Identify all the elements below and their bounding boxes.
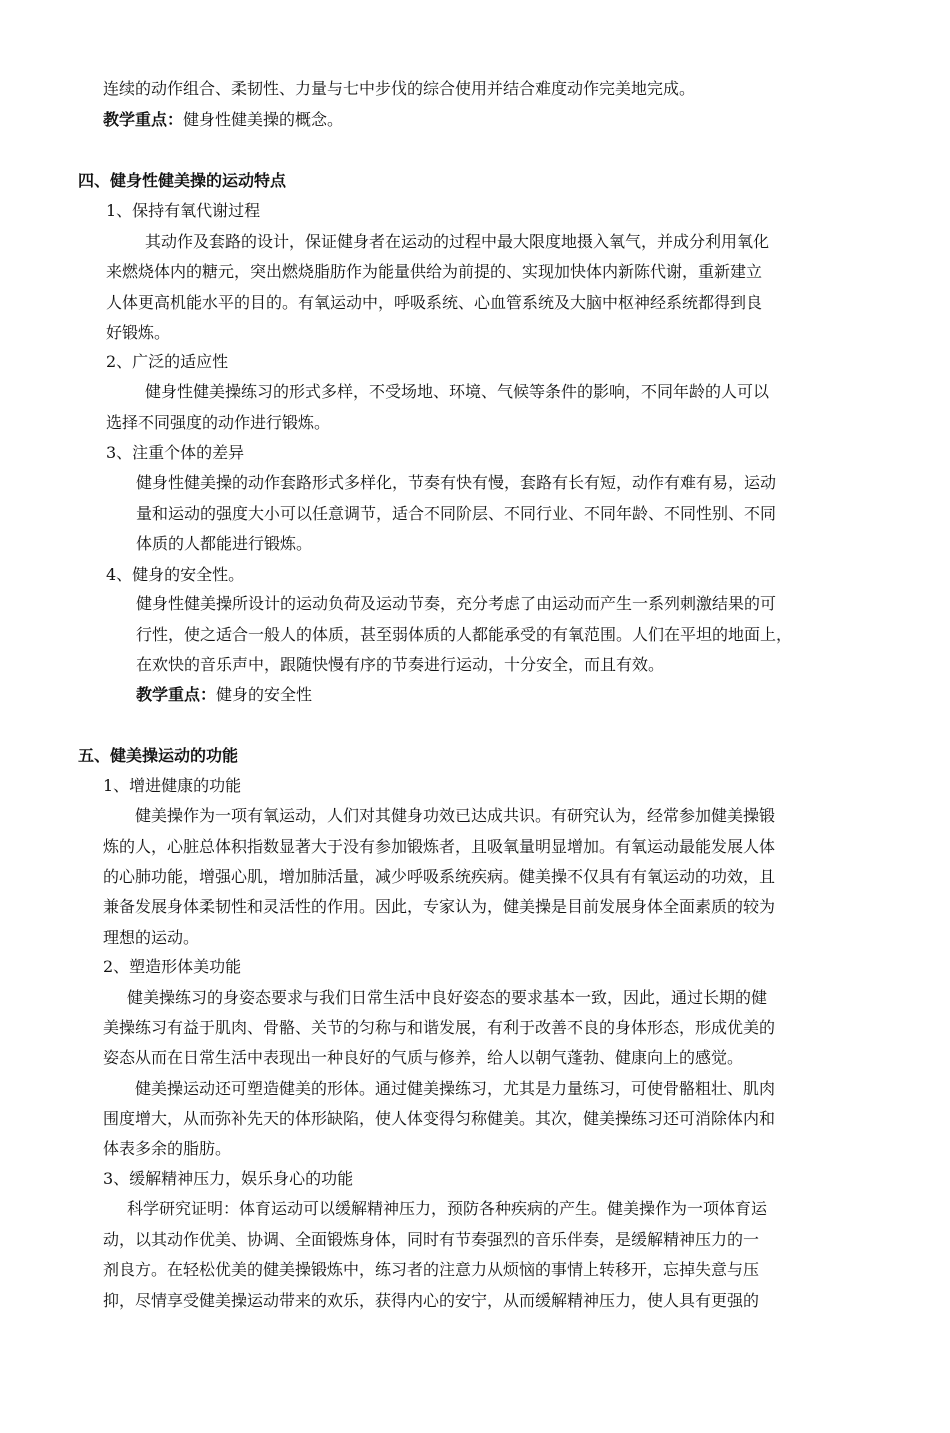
paragraph-line: 健身性健美操所设计的运动负荷及运动节奏，充分考虑了由运动而产生一系列刺激结果的可 bbox=[136, 594, 777, 613]
teaching-key-text: 健身性健美操的概念。 bbox=[183, 110, 344, 129]
teaching-key-point bbox=[103, 109, 343, 131]
paragraph-line: 选择不同强度的动作进行锻炼。 bbox=[106, 413, 331, 432]
paragraph-line: 量和运动的强度大小可以任意调节，适合不同阶层、不同行业、不同年龄、不同性别、不同 bbox=[136, 504, 777, 523]
item-title: 1、增进健康的功能 bbox=[103, 776, 242, 795]
item-title: 3、缓解精神压力，娱乐身心的功能 bbox=[103, 1169, 354, 1188]
teaching-key-point bbox=[136, 684, 312, 706]
item-title: 2、广泛的适应性 bbox=[106, 352, 229, 371]
paragraph-line: 健美操运动还可塑造健美的形体。通过健美操练习，尤其是力量练习，可使骨骼粗壮、肌肉 bbox=[135, 1079, 776, 1098]
paragraph-line: 健美操练习的身姿态要求与我们日常生活中良好姿态的要求基本一致，因此，通过长期的健 bbox=[127, 988, 768, 1007]
teaching-key-text: 健身的安全性 bbox=[216, 685, 313, 704]
paragraph-line: 健美操作为一项有氧运动，人们对其健身功效已达成共识。有研究认为，经常参加健美操锻 bbox=[135, 806, 776, 825]
paragraph-line: 动，以其动作优美、协调、全面锻炼身体，同时有节奏强烈的音乐伴奏，是缓解精神压力的一 bbox=[103, 1230, 760, 1249]
section-heading: 四、健身性健美操的运动特点 bbox=[78, 171, 287, 190]
paragraph-line: 好锻炼。 bbox=[106, 323, 171, 342]
paragraph-line: 健身性健美操练习的形式多样，不受场地、环境、气候等条件的影响，不同年龄的人可以 bbox=[145, 382, 770, 401]
paragraph-line: 来燃烧体内的糖元，突出燃烧脂肪作为能量供给为前提的、实现加快体内新陈代谢，重新建立 bbox=[106, 262, 763, 281]
paragraph-line: 健身性健美操的动作套路形式多样化，节奏有快有慢，套路有长有短，动作有难有易，运动 bbox=[136, 473, 777, 492]
teaching-key-label: 教学重点： bbox=[136, 685, 217, 704]
paragraph-line: 姿态从而在日常生活中表现出一种良好的气质与修养，给人以朝气蓬勃、健康向上的感觉。 bbox=[103, 1048, 744, 1067]
intro-line: 连续的动作组合、柔韧性、力量与七中步伐的综合使用并结合难度动作完美地完成。 bbox=[103, 79, 696, 98]
paragraph-line: 其动作及套路的设计，保证健身者在运动的过程中最大限度地摄入氧气，并成分利用氧化 bbox=[145, 232, 770, 251]
paragraph-line: 的心肺功能，增强心肌，增加肺活量，减少呼吸系统疾病。健美操不仅具有有氧运动的功效，且 bbox=[103, 867, 776, 886]
item-title: 1、保持有氧代谢过程 bbox=[106, 201, 261, 220]
item-title: 2、塑造形体美功能 bbox=[103, 957, 242, 976]
paragraph-line: 行性，使之适合一般人的体质，甚至弱体质的人都能承受的有氧范围。人们在平坦的地面上， bbox=[136, 625, 793, 644]
teaching-key-label: 教学重点： bbox=[103, 110, 184, 129]
item-title: 3、注重个体的差异 bbox=[106, 443, 245, 462]
paragraph-line: 理想的运动。 bbox=[103, 928, 200, 947]
paragraph-line: 抑，尽情享受健美操运动带来的欢乐，获得内心的安宁，从而缓解精神压力，使人具有更强的 bbox=[103, 1291, 760, 1310]
paragraph-line: 美操练习有益于肌肉、骨骼、关节的匀称与和谐发展，有利于改善不良的身体形态，形成优美的 bbox=[103, 1018, 776, 1037]
paragraph-line: 体表多余的脂肪。 bbox=[103, 1139, 232, 1158]
item-title: 4、健身的安全性。 bbox=[106, 565, 245, 584]
paragraph-line: 剂良方。在轻松优美的健美操锻炼中，练习者的注意力从烦恼的事情上转移开，忘掉失意与压 bbox=[103, 1260, 760, 1279]
paragraph-line: 围度增大，从而弥补先天的体形缺陷，使人体变得匀称健美。其次，健美操练习还可消除体内和 bbox=[103, 1109, 776, 1128]
paragraph-line: 人体更高机能水平的目的。有氧运动中，呼吸系统、心血管系统及大脑中枢神经系统都得到良 bbox=[106, 293, 763, 312]
paragraph-line: 在欢快的音乐声中，跟随快慢有序的节奏进行运动，十分安全，而且有效。 bbox=[136, 655, 665, 674]
paragraph-line: 体质的人都能进行锻炼。 bbox=[136, 534, 313, 553]
paragraph-line: 炼的人，心脏总体积指数显著大于没有参加锻炼者，且吸氧量明显增加。有氧运动最能发展人体 bbox=[103, 837, 776, 856]
paragraph-line: 兼备发展身体柔韧性和灵活性的作用。因此，专家认为，健美操是目前发展身体全面素质的较为 bbox=[103, 897, 776, 916]
paragraph-line: 科学研究证明：体育运动可以缓解精神压力，预防各种疾病的产生。健美操作为一项体育运 bbox=[127, 1199, 768, 1218]
section-heading: 五、健美操运动的功能 bbox=[78, 746, 239, 765]
